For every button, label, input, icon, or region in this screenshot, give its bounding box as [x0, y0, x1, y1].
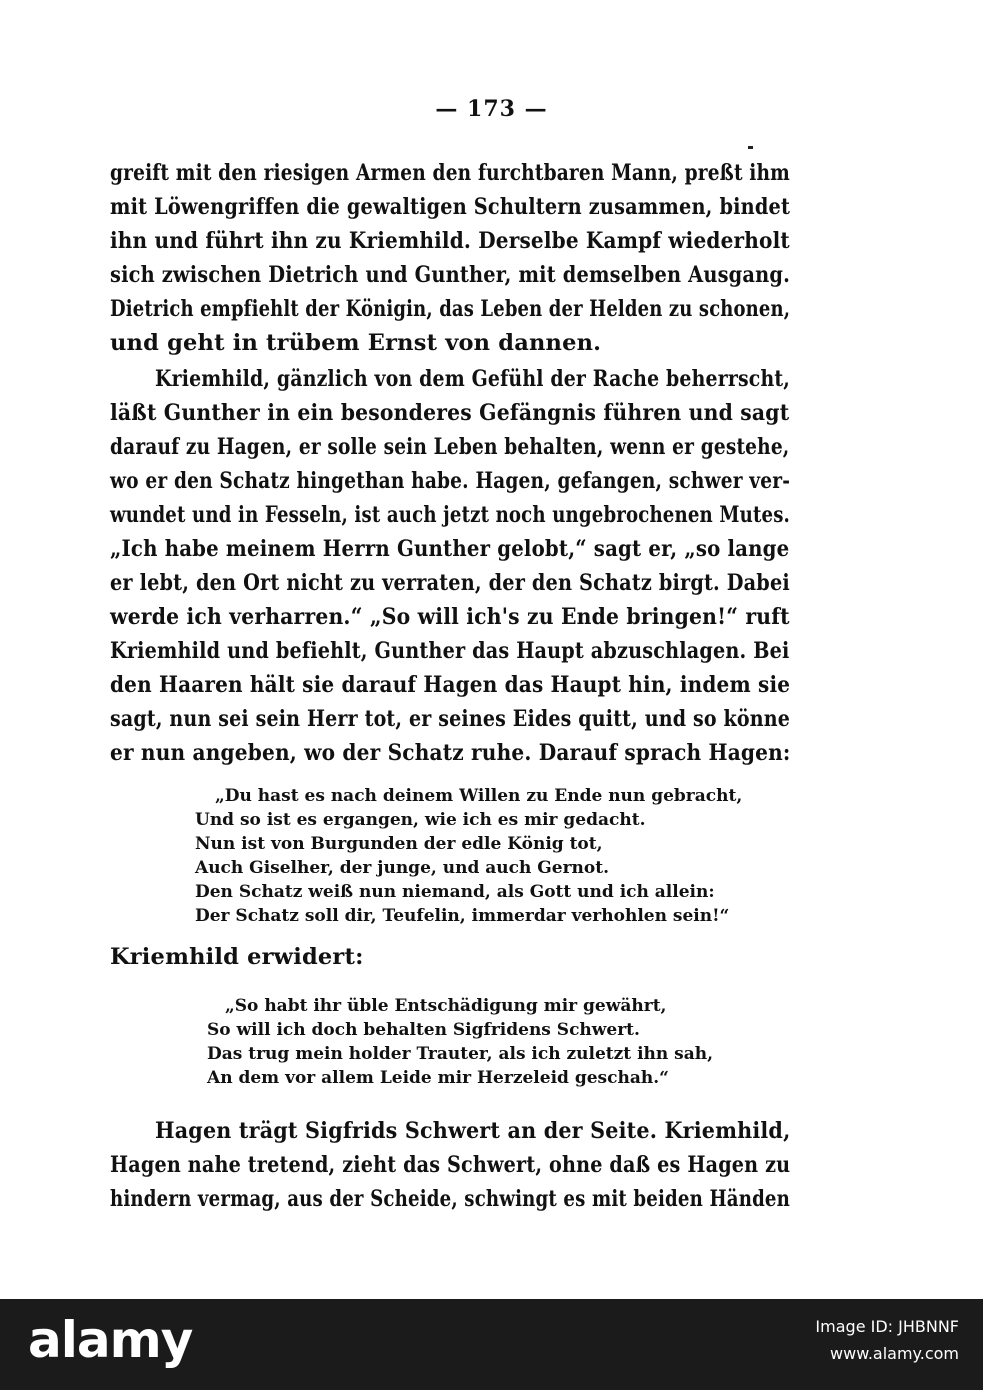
text-line: „Ich habe meinem Herrn Gunther gelobt,“ sagt er, „so lange	[110, 536, 790, 562]
text-line: er nun angeben, wo der Schatz ruhe. Darauf sprach Hagen:	[110, 740, 791, 766]
text-line: hindern vermag, aus der Scheide, schwingt es mit beiden Händen	[110, 1186, 791, 1212]
text-line: Hagen trägt Sigfrids Schwert an der Seite. Kriemhild,	[155, 1118, 791, 1144]
text-line: Dietrich empfiehlt der Königin, das Leben der Helden zu schonen,	[110, 296, 791, 322]
verse-line: Der Schatz soll dir, Teufelin, immerdar verhohlen sein!“	[195, 906, 730, 926]
verse-line: „Du hast es nach deinem Willen zu Ende nun gebracht,	[215, 786, 743, 806]
verse-line: „So habt ihr üble Entschädigung mir gewährt,	[225, 996, 667, 1016]
speaker-intro: Kriemhild erwidert:	[110, 944, 364, 970]
verse-line: So will ich doch behalten Sigfridens Schwert.	[207, 1020, 640, 1040]
text-line: werde ich verharren.“ „So will ich's zu Ende bringen!“ ruft	[110, 604, 790, 630]
alamy-logo: alamy	[28, 1311, 193, 1369]
text-line: wundet und in Fesseln, ist auch jetzt noch ungebrochenen Mutes.	[110, 502, 791, 528]
text-line: läßt Gunther in ein besonderes Gefängnis führen und sagt	[110, 400, 790, 426]
page-number: — 173 —	[435, 96, 548, 122]
text-line: sich zwischen Dietrich und Gunther, mit demselben Ausgang.	[110, 262, 791, 288]
verse-line: Auch Giselher, der junge, und auch Gernot.	[195, 858, 610, 878]
text-line: darauf zu Hagen, er solle sein Leben behalten, wenn er gestehe,	[110, 434, 790, 460]
text-line: Kriemhild, gänzlich von dem Gefühl der Rache beherrscht,	[155, 366, 791, 392]
print-mark	[748, 146, 753, 149]
verse-line: An dem vor allem Leide mir Herzeleid geschah.“	[207, 1068, 669, 1088]
text-line: er lebt, den Ort nicht zu verraten, der den Schatz birgt. Dabei	[110, 570, 790, 596]
text-line: und geht in trübem Ernst von dannen.	[110, 330, 602, 356]
verse-line: Nun ist von Burgunden der edle König tot,	[195, 834, 603, 854]
footer-info	[815, 1317, 959, 1363]
text-line: Kriemhild und befiehlt, Gunther das Haupt abzuschlagen. Bei	[110, 638, 790, 664]
text-line: ihn und führt ihn zu Kriemhild. Derselbe Kampf wiederholt	[110, 228, 790, 254]
text-line: mit Löwengriffen die gewaltigen Schultern zusammen, bindet	[110, 194, 791, 220]
text-line: sagt, nun sei sein Herr tot, er seines Eides quitt, und so könne	[110, 706, 791, 732]
text-line: den Haaren hält sie darauf Hagen das Haupt hin, indem sie	[110, 672, 791, 698]
stock-footer-bar	[0, 1299, 983, 1390]
image-id: Image ID: JHBNNF	[815, 1317, 959, 1336]
website-url: www.alamy.com	[830, 1344, 959, 1363]
verse-line: Den Schatz weiß nun niemand, als Gott und ich allein:	[195, 882, 715, 902]
verse-line: Das trug mein holder Trauter, als ich zuletzt ihn sah,	[207, 1044, 714, 1064]
text-line: wo er den Schatz hingethan habe. Hagen, gefangen, schwer ver-	[110, 468, 791, 494]
verse-line: Und so ist es ergangen, wie ich es mir gedacht.	[195, 810, 646, 830]
text-line: Hagen nahe tretend, zieht das Schwert, ohne daß es Hagen zu	[110, 1152, 791, 1178]
text-line: greift mit den riesigen Armen den furchtbaren Mann, preßt ihm	[110, 160, 790, 186]
